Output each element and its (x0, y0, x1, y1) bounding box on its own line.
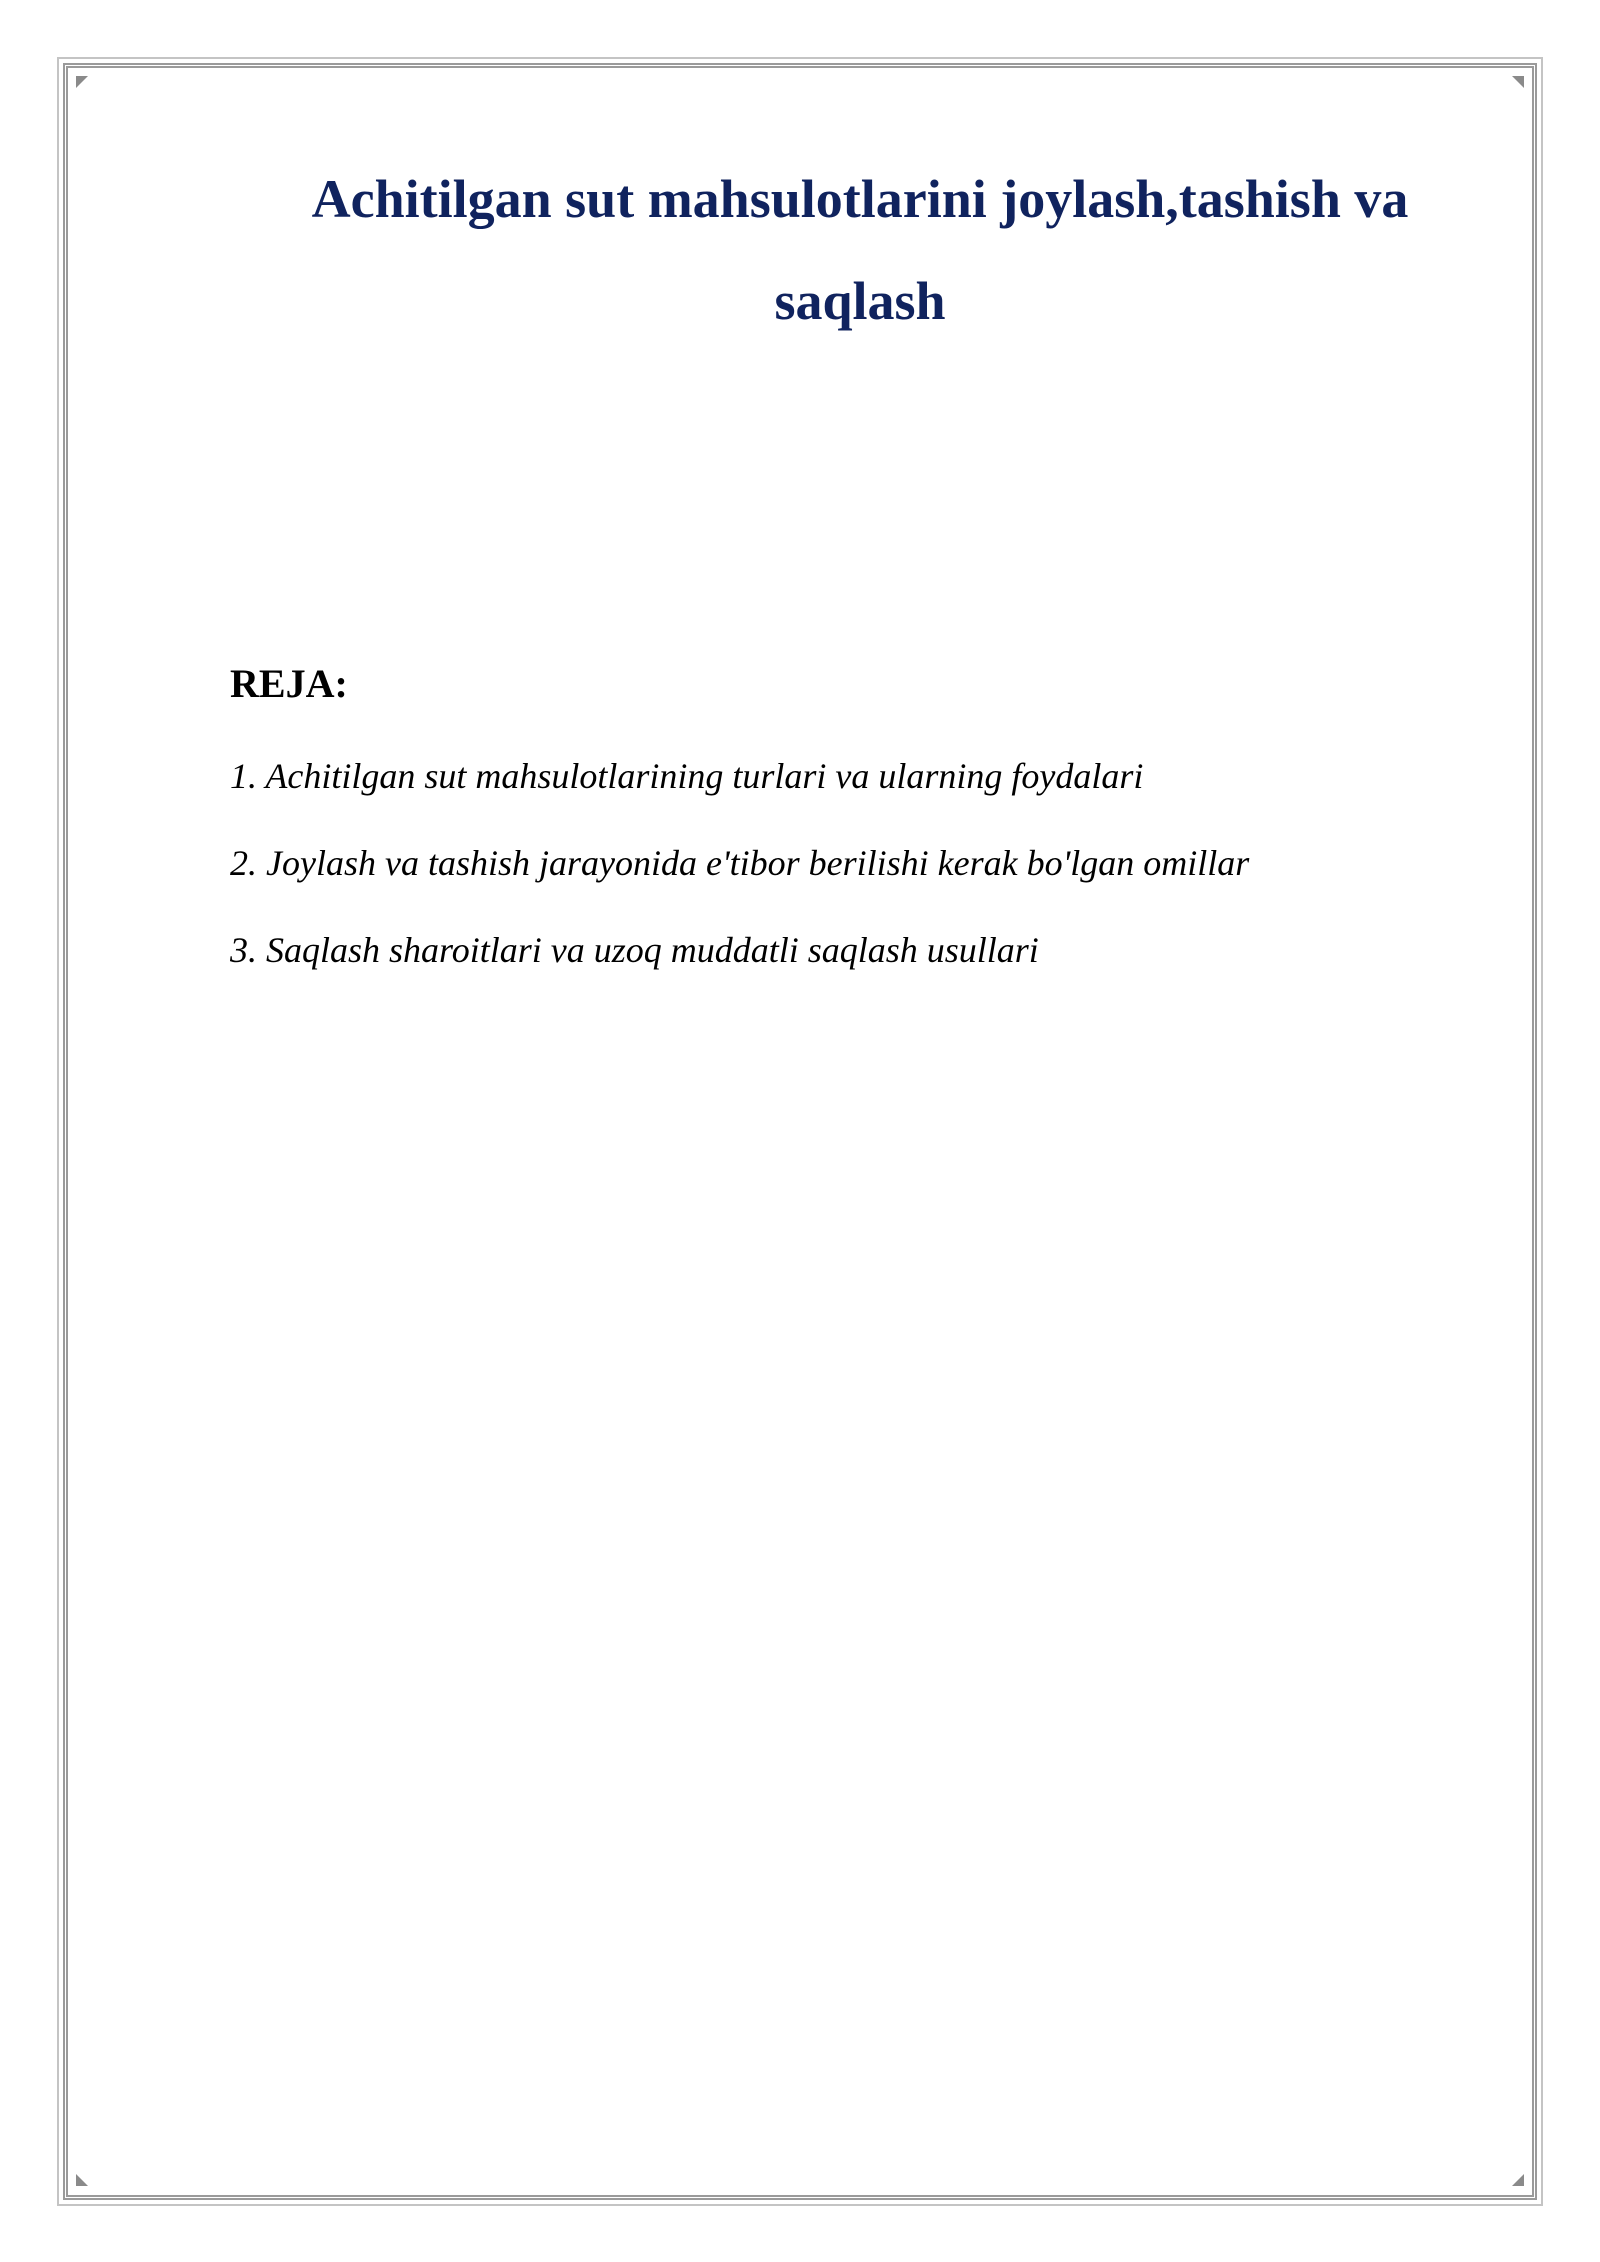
document-title (230, 148, 1490, 352)
plan-item-1: 1. Achitilgan sut mahsulotlarining turlari va ularning foydalari (230, 756, 1144, 796)
corner-ornament-top-right (1510, 76, 1524, 90)
plan-heading: REJA: (230, 661, 348, 706)
plan-item-2: 2. Joylash va tashish jarayonida e'tibor berilishi kerak bo'lgan omillar (230, 843, 1250, 883)
plan-list (230, 752, 1249, 1013)
corner-ornament-top-left (76, 76, 90, 90)
document-title-line-2: saqlash (774, 271, 946, 331)
plan-item-3: 3. Saqlash sharoitlari va uzoq muddatli saqlash usullari (230, 930, 1039, 970)
corner-ornament-bottom-right (1510, 2172, 1524, 2186)
corner-ornament-bottom-left (76, 2172, 90, 2186)
page-border (63, 63, 1537, 2200)
document-title-line-1: Achitilgan sut mahsulotlarini joylash,tashish va (311, 169, 1409, 229)
